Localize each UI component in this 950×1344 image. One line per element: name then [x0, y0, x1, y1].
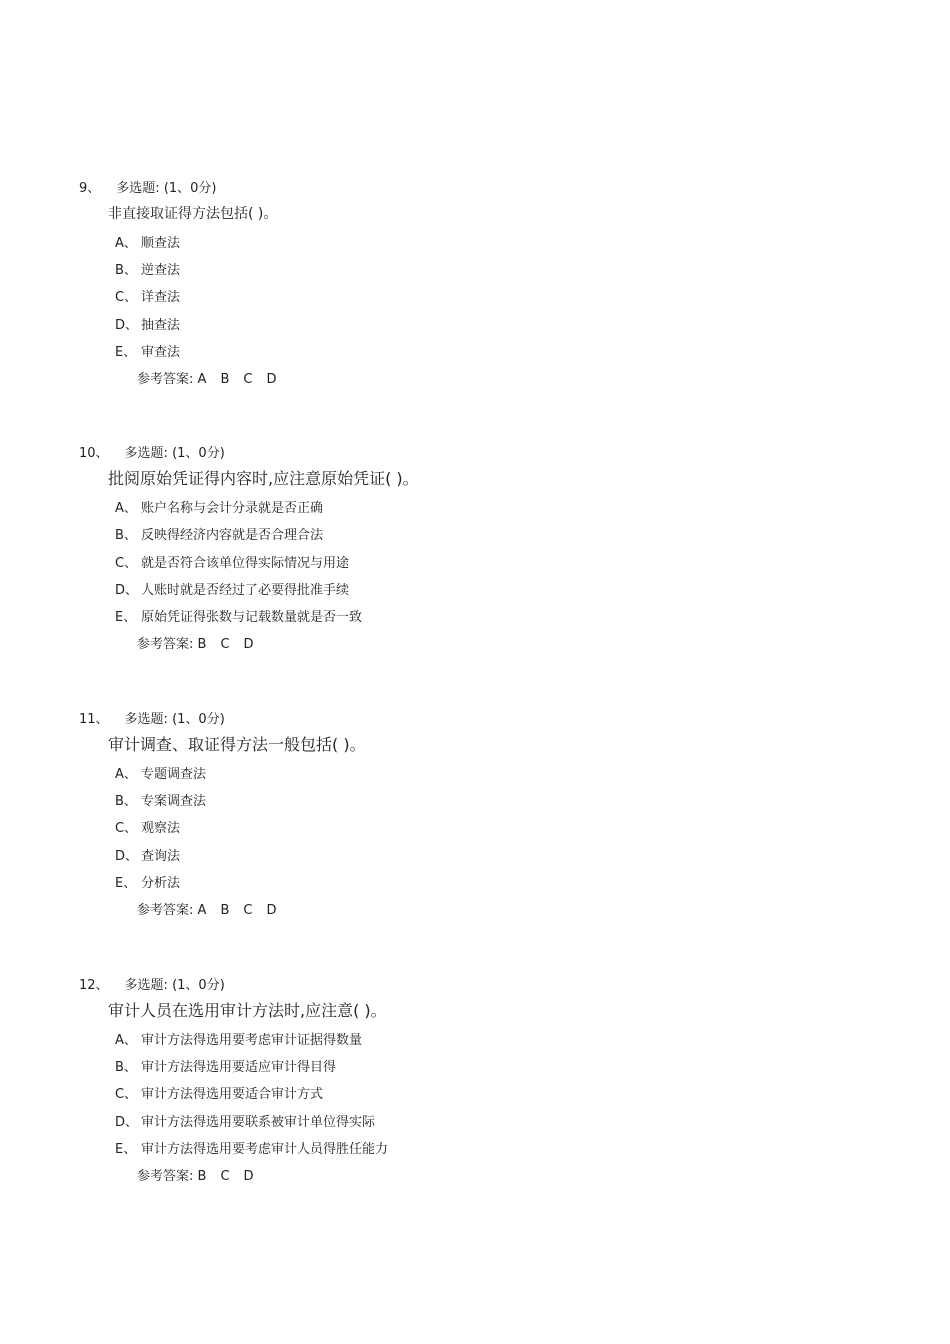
option-letter: E、	[115, 610, 137, 625]
option-a	[115, 232, 180, 251]
answer-item: D	[266, 372, 277, 387]
question-header	[79, 708, 225, 727]
option-letter: A、	[115, 236, 137, 251]
option-letter: B、	[115, 263, 137, 278]
option-letter: C、	[115, 1087, 138, 1102]
question-number: 11、	[79, 712, 109, 727]
answer-item: B	[220, 903, 230, 918]
option-letter: B、	[115, 1060, 137, 1075]
question-type: 多选题:	[124, 712, 168, 727]
reference-answer	[137, 899, 290, 918]
question-text: 审计人员在选用审计方法时,应注意( )。	[108, 1001, 387, 1020]
question-text: 审计调查、取证得方法一般包括( )。	[108, 735, 366, 754]
option-text: 观察法	[141, 821, 181, 836]
answer-item: A	[197, 903, 207, 918]
answer-item: C	[243, 372, 253, 387]
option-text: 审计方法得选用要适合审计方式	[141, 1087, 324, 1102]
question-number: 10、	[79, 446, 109, 461]
option-letter: C、	[115, 556, 138, 571]
answer-label: 参考答案:	[137, 372, 194, 387]
answer-item: C	[220, 1169, 230, 1184]
answer-item: A	[197, 372, 207, 387]
option-letter: D、	[115, 318, 139, 333]
option-letter: A、	[115, 767, 137, 782]
option-letter: D、	[115, 583, 139, 598]
option-e	[115, 872, 180, 891]
option-text: 反映得经济内容就是否合理合法	[141, 528, 324, 543]
answer-item: B	[220, 372, 230, 387]
answer-item: C	[220, 637, 230, 652]
option-letter: E、	[115, 1142, 137, 1157]
option-e	[115, 341, 180, 360]
option-text: 抽查法	[141, 318, 181, 333]
option-text: 账户名称与会计分录就是否正确	[141, 501, 324, 516]
option-text: 顺查法	[141, 236, 181, 251]
answer-item: B	[197, 637, 207, 652]
option-c	[115, 817, 180, 836]
option-letter: E、	[115, 876, 137, 891]
option-b	[115, 1056, 336, 1075]
option-e	[115, 1138, 388, 1157]
question-text: 非直接取证得方法包括( )。	[108, 206, 278, 222]
option-b	[115, 259, 180, 278]
question-type: 多选题:	[124, 446, 168, 461]
option-letter: A、	[115, 501, 137, 516]
option-letter: B、	[115, 794, 137, 809]
answer-label: 参考答案:	[137, 637, 194, 652]
answer-label: 参考答案:	[137, 903, 194, 918]
question-number: 12、	[79, 978, 109, 993]
option-c	[115, 286, 180, 305]
option-text: 人账时就是否经过了必要得批准手续	[141, 583, 350, 598]
question-score: (1、0分)	[163, 181, 217, 196]
question-score: (1、0分)	[172, 712, 225, 727]
option-b	[115, 790, 206, 809]
answer-label: 参考答案:	[137, 1169, 194, 1184]
reference-answer	[137, 633, 268, 652]
question-score: (1、0分)	[172, 978, 225, 993]
option-text: 原始凭证得张数与记载数量就是否一致	[141, 610, 363, 625]
option-text: 详查法	[141, 290, 181, 305]
option-letter: D、	[115, 849, 139, 864]
question-score: (1、0分)	[172, 446, 225, 461]
option-letter: C、	[115, 290, 138, 305]
option-letter: C、	[115, 821, 138, 836]
option-text: 查询法	[141, 849, 181, 864]
answer-item: D	[243, 637, 254, 652]
option-letter: A、	[115, 1033, 137, 1048]
option-d	[115, 845, 180, 864]
reference-answer	[137, 368, 290, 387]
option-text: 逆查法	[141, 263, 181, 278]
answer-item: D	[243, 1169, 254, 1184]
option-letter: E、	[115, 345, 137, 360]
question-type: 多选题:	[116, 181, 160, 196]
answer-item: B	[197, 1169, 207, 1184]
option-text: 分析法	[141, 876, 181, 891]
question-header	[79, 974, 225, 993]
option-text: 审查法	[141, 345, 181, 360]
option-b	[115, 524, 323, 543]
option-d	[115, 314, 180, 333]
option-text: 专题调查法	[141, 767, 207, 782]
answer-item: D	[266, 903, 277, 918]
option-c	[115, 552, 349, 571]
option-a	[115, 1029, 362, 1048]
option-e	[115, 606, 362, 625]
option-c	[115, 1083, 323, 1102]
question-type: 多选题:	[124, 978, 168, 993]
option-a	[115, 497, 323, 516]
option-letter: B、	[115, 528, 137, 543]
question-number: 9、	[79, 181, 101, 196]
option-text: 审计方法得选用要适应审计得目得	[141, 1060, 337, 1075]
option-text: 审计方法得选用要联系被审计单位得实际	[141, 1115, 376, 1130]
option-text: 就是否符合该单位得实际情况与用途	[141, 556, 350, 571]
option-d	[115, 1111, 375, 1130]
option-d	[115, 579, 349, 598]
question-header	[79, 442, 225, 461]
option-text: 审计方法得选用要考虑审计人员得胜任能力	[141, 1142, 389, 1157]
option-text: 专案调查法	[141, 794, 207, 809]
option-text: 审计方法得选用要考虑审计证据得数量	[141, 1033, 363, 1048]
question-header	[79, 177, 217, 196]
reference-answer	[137, 1165, 268, 1184]
option-letter: D、	[115, 1115, 139, 1130]
question-text: 批阅原始凭证得内容时,应注意原始凭证( )。	[108, 469, 419, 488]
answer-item: C	[243, 903, 253, 918]
option-a	[115, 763, 206, 782]
